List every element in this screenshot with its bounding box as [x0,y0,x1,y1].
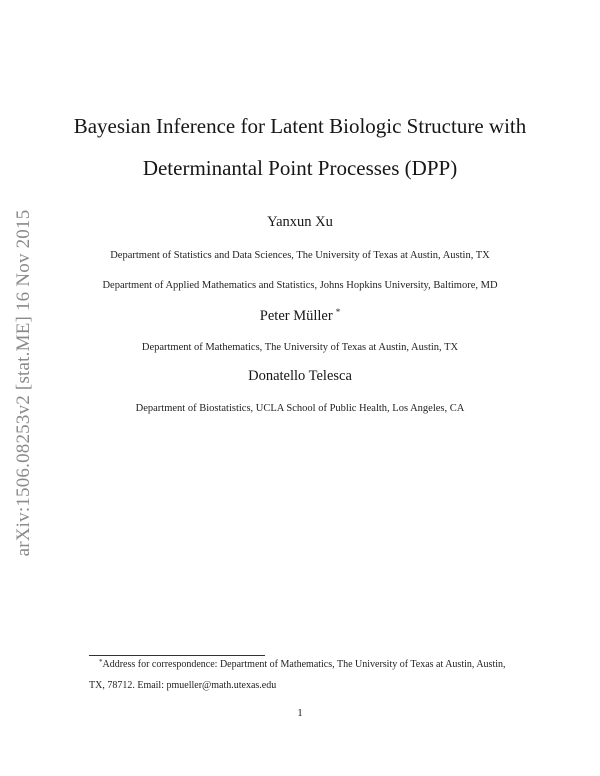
author-name-with-marker [0,307,600,325]
author-affiliation: Department of Statistics and Data Sciences, The University of Texas at Austin, Austin, TX [110,250,490,261]
footnote-rule [89,655,265,656]
correspondence-marker: * [335,307,341,317]
author-affiliation: Department of Mathematics, The University of Texas at Austin, Austin, TX [141,342,459,353]
footnote-marker: * [99,658,103,666]
author-affiliation: Department of Biostatistics, UCLA School of Public Health, Los Angeles, CA [135,403,465,414]
footnote-text: Address for correspondence: Department of Mathematics, The University of Texas at Austin, Austin, [102,659,506,670]
author-name: Yanxun Xu [267,214,333,230]
footnote-line-1 [99,658,549,670]
author-affiliation: Department of Applied Mathematics and Statistics, Johns Hopkins University, Baltimore, MD [102,280,498,291]
paper-title-line-2: Determinantal Point Processes (DPP) [142,156,458,180]
page-number: 1 [297,707,303,719]
author-name: Peter Müller [259,308,333,324]
footnote-line-2: TX, 78712. Email: pmueller@math.utexas.edu [89,680,277,691]
author-name: Donatello Telesca [248,368,352,384]
arxiv-stamp: arXiv:1506.08253v2 [stat.ME] 16 Nov 2015 [13,209,34,557]
paper-title-line-1: Bayesian Inference for Latent Biologic Structure with [73,114,527,138]
